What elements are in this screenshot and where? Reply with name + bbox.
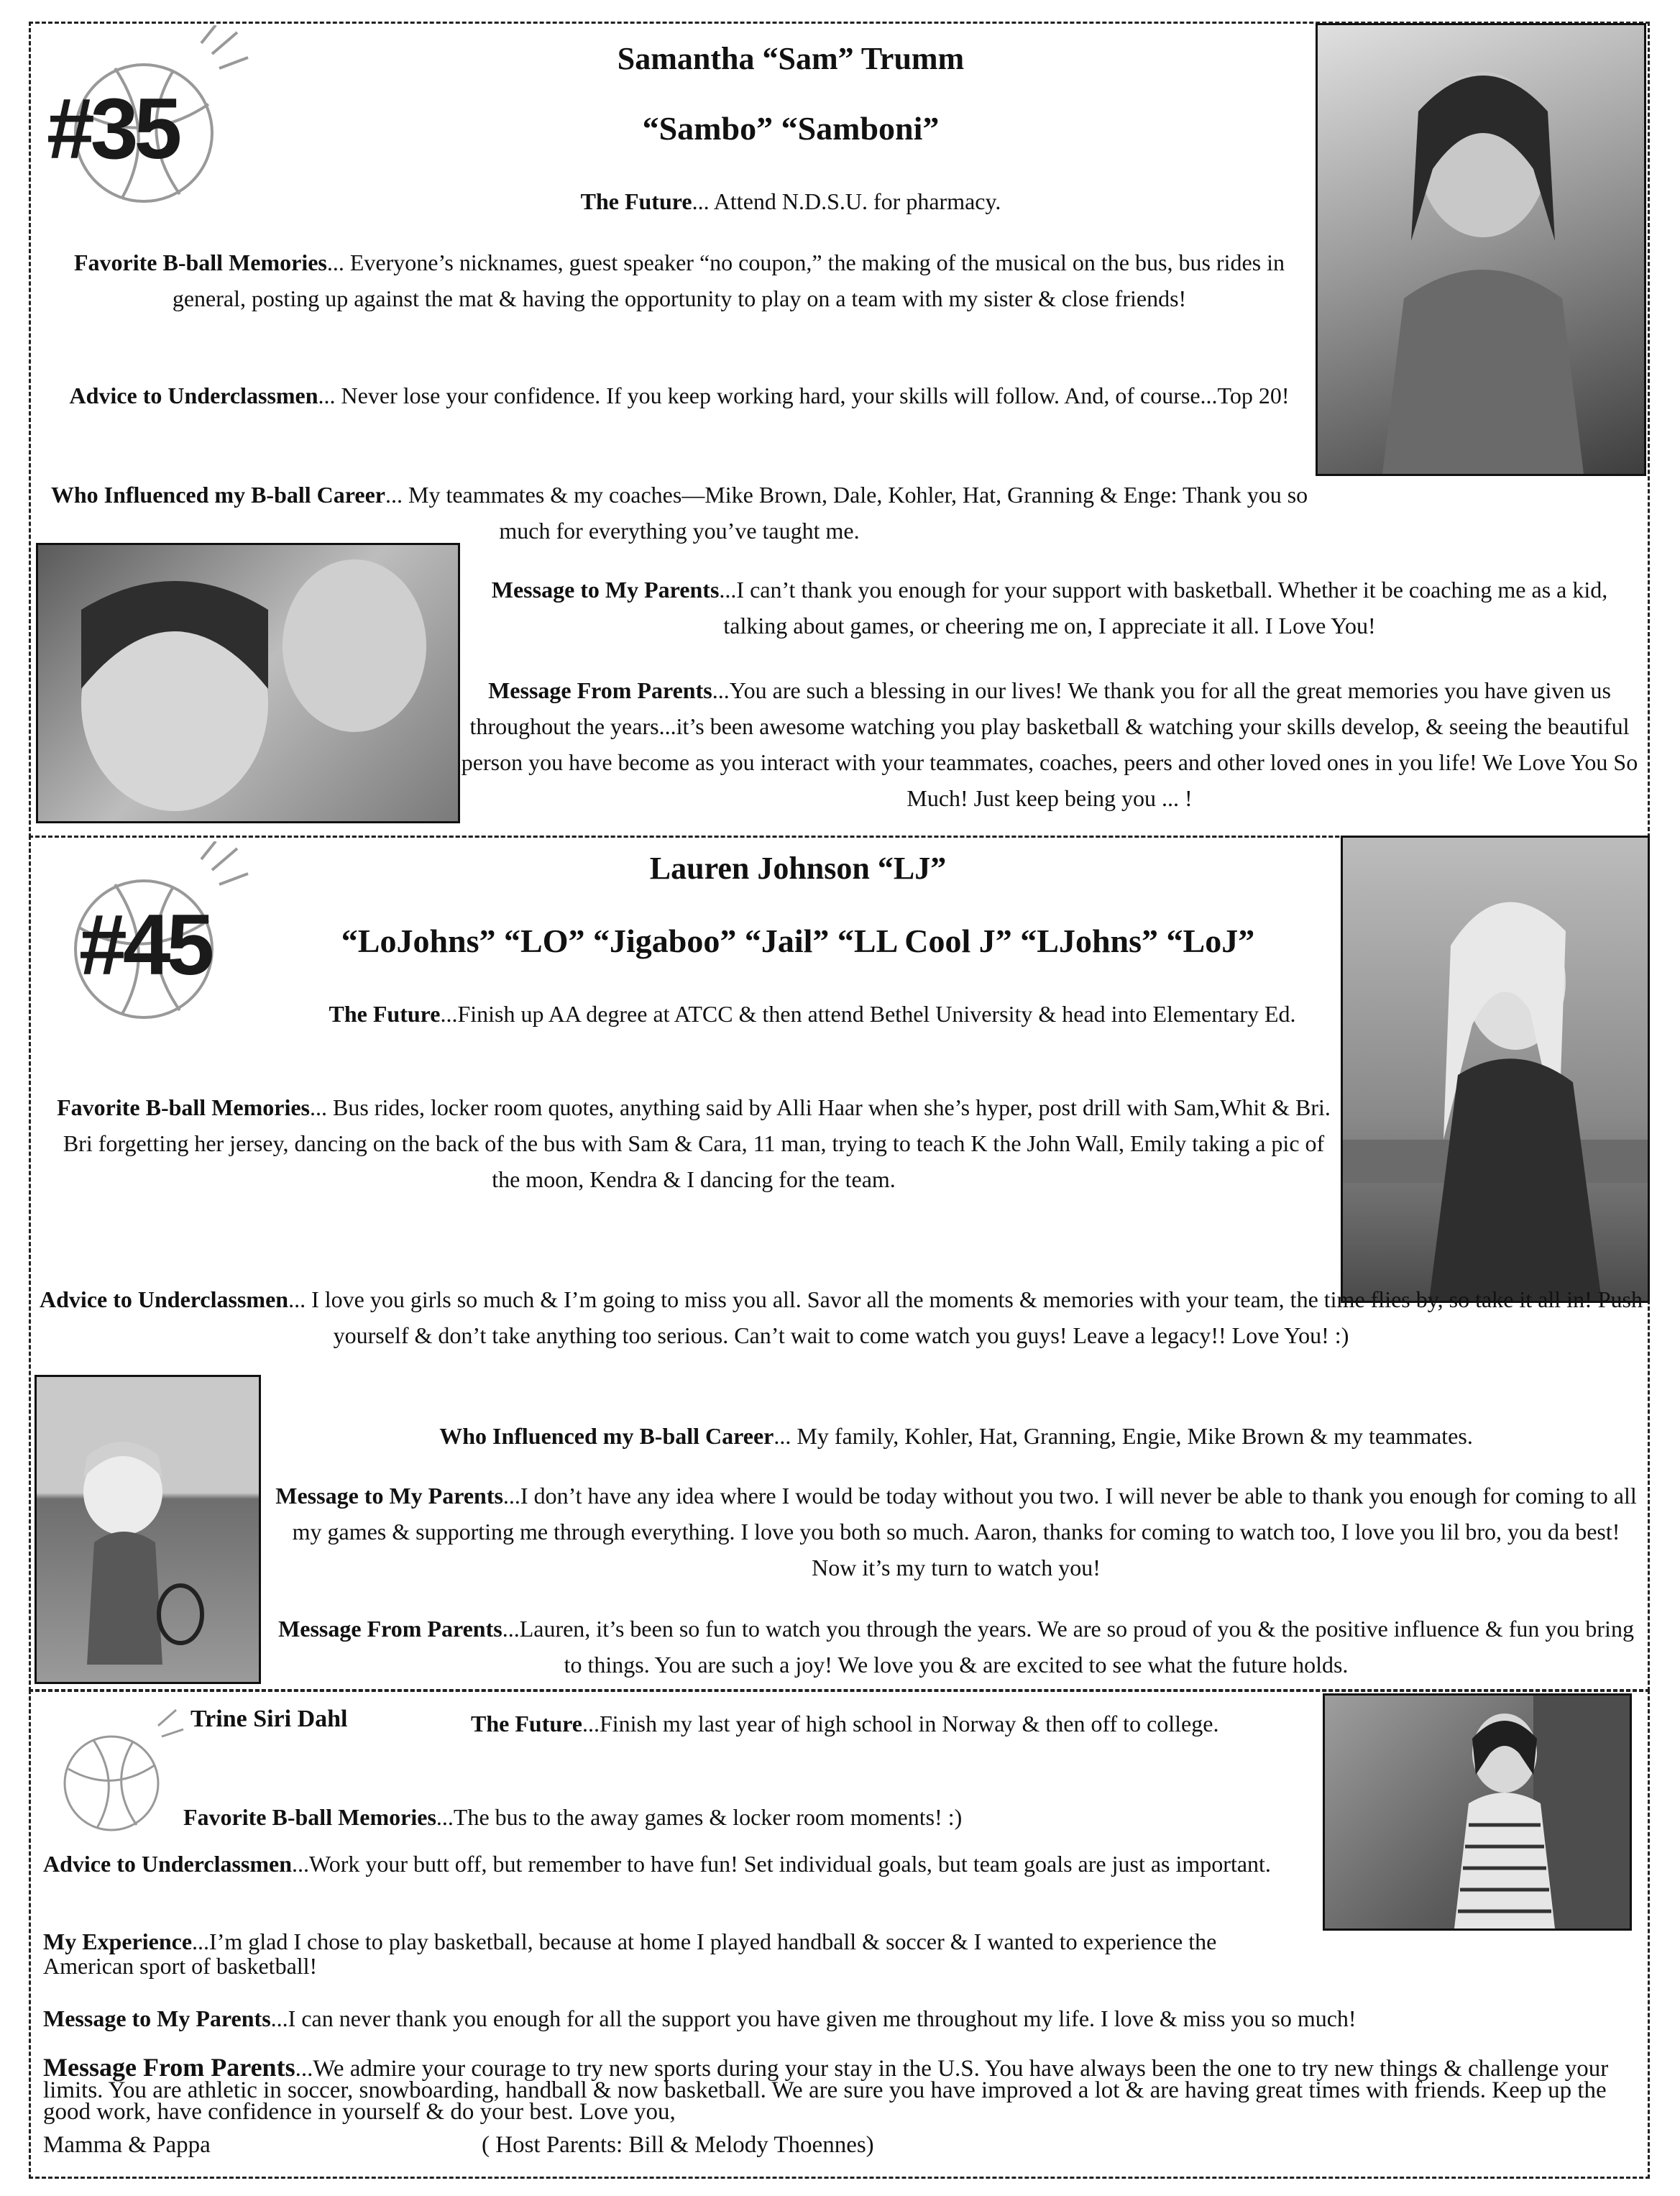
message-to-parents-paragraph <box>460 572 1639 644</box>
advice-paragraph <box>47 378 1312 413</box>
host-parents-note: ( Host Parents: Bill & Melody Thoennes) <box>482 2132 874 2158</box>
experience-label: My Experience <box>43 1929 193 1954</box>
influence-paragraph <box>273 1418 1639 1454</box>
advice-label: Advice to Underclassmen <box>69 383 318 408</box>
childhood-photo <box>36 543 460 823</box>
advice-text: ... Never lose your confidence. If you keep working hard, your skills will follow. And, of course...Top 20! <box>318 383 1290 408</box>
future-text: ...Finish up AA degree at ATCC & then attend Bethel University & head into Elementary Ed. <box>440 1001 1296 1027</box>
advice-label: Advice to Underclassmen <box>40 1286 289 1312</box>
memories-paragraph <box>47 1089 1341 1197</box>
future-text: ...Finish my last year of high school in Norway & then off to college. <box>582 1711 1219 1737</box>
message-to-parents-label: Message to My Parents <box>43 2005 271 2031</box>
message-to-parents-label: Message to My Parents <box>275 1483 503 1509</box>
future-label: The Future <box>329 1001 441 1027</box>
message-to-parents-paragraph <box>43 2000 1646 2036</box>
advice-paragraph <box>40 1281 1643 1353</box>
player-name: Samantha “Sam” Trumm <box>617 41 965 76</box>
senior-portrait-photo <box>1341 836 1650 1303</box>
message-to-parents-text: ...I can’t thank you enough for your support with basketball. Whether it be coaching me as a kid, talking about games, or cheering me on, I appreciate it all. I Love You! <box>719 577 1608 639</box>
message-from-parents-paragraph <box>273 1611 1639 1683</box>
future-label: The Future <box>580 188 692 214</box>
memories-paragraph <box>47 244 1312 316</box>
influence-text: ... My family, Kohler, Hat, Granning, Engie, Mike Brown & my teammates. <box>774 1423 1473 1449</box>
jersey-number: #45 <box>79 897 211 993</box>
basketball-logo-icon <box>43 1704 187 1841</box>
memories-paragraph <box>183 1799 1305 1835</box>
advice-text: ...Work your butt off, but remember to have fun! Set individual goals, but team goals are just as important. <box>292 1851 1271 1877</box>
advice-label: Advice to Underclassmen <box>43 1851 293 1877</box>
memories-text: ...The bus to the away games & locker room moments! :) <box>436 1804 963 1830</box>
message-from-parents-label: Message From Parents <box>43 2053 295 2082</box>
player-name: Lauren Johnson “LJ” <box>649 851 947 886</box>
future-text: ... Attend N.D.S.U. for pharmacy. <box>692 188 1001 214</box>
message-from-parents-paragraph <box>460 672 1639 816</box>
future-line <box>288 996 1337 1032</box>
senior-portrait-photo <box>1316 23 1646 476</box>
future-paragraph <box>471 1706 1319 1742</box>
message-to-parents-label: Message to My Parents <box>491 577 720 603</box>
jersey-number: #35 <box>47 81 178 177</box>
experience-text: ...I’m glad I chose to play basketball, because at home I played handball & soccer & I wanted to experience the American sport of basketball! <box>43 1929 1217 1979</box>
player-nicknames: “LoJohns” “LO” “Jigaboo” “Jail” “LL Cool J” “LJohns” “LoJ” <box>341 923 1255 959</box>
advice-text: ... I love you girls so much & I’m going to miss you all. Savor all the moments & memories with your team, the time flies by, so take it all in! Push yourself & don’t take anything too serious. Can’t wait to come watch you guys! Leave a legacy!! Love You! :) <box>288 1286 1643 1348</box>
memories-text: ... Everyone’s nicknames, guest speaker “no coupon,” the making of the musical on the bus, bus rides in general, posting up against the mat & having the opportunity to play on a team with my sister & close friends! <box>172 250 1285 311</box>
parents-signature: Mamma & Pappa <box>43 2132 211 2158</box>
message-from-parents-text: ...You are such a blessing in our lives! We thank you for all the great memories you have given us throughout the years...it’s been awesome watching you play basketball & watching your skills develop, & seeing the beautiful person you have become as you interact with your teammates, coaches, peers and other loved ones in you life! We Love You So Much! Just keep being you ... ! <box>461 677 1638 811</box>
player-nicknames: “Sambo” “Samboni” <box>642 110 940 147</box>
memories-label: Favorite B-ball Memories <box>57 1094 310 1120</box>
message-from-parents-label: Message From Parents <box>488 677 712 703</box>
influence-text: ... My teammates & my coaches—Mike Brown, Dale, Kohler, Hat, Granning & Enge: Thank you so much for everything you’ve taught me. <box>385 482 1308 544</box>
player-name: Trine Siri Dahl <box>191 1706 348 1732</box>
message-from-parents-paragraph <box>43 2053 1646 2125</box>
message-to-parents-text: ...I don’t have any idea where I would be today without you two. I will never be able to thank you enough for coming to all my games & supporting me through everything. I love you both so much. Aaron, thanks for coming to watch too, I love you lil bro, you da best! Now it’s my turn to watch you! <box>292 1483 1637 1580</box>
memories-text: ... Bus rides, locker room quotes, anything said by Alli Haar when she’s hyper, post drill with Sam,Whit & Bri. Bri forgetting her jersey, dancing on the back of the bus with Sam & Cara, 11 man, trying to teach K the John Wall, Emily taking a pic of the moon, Kendra & I dancing for the team. <box>63 1094 1331 1192</box>
message-from-parents-label: Message From Parents <box>278 1616 502 1642</box>
future-label: The Future <box>471 1711 582 1737</box>
future-line <box>403 183 1179 219</box>
message-from-parents-text: ...We admire your courage to try new sports during your stay in the U.S. You have always been the one to try new things & challenge your limits. You are athletic in soccer, snowboarding, handball & now basketball. We are sure you have improved a lot & are having great times with friends. Keep up the good work, have confidence in yourself & do your best. Love you, <box>43 2056 1609 2125</box>
influence-label: Who Influenced my B-ball Career <box>439 1423 774 1449</box>
advice-paragraph <box>43 1852 1308 1876</box>
message-from-parents-text: ...Lauren, it’s been so fun to watch you through the years. We are so proud of you & the positive influence & fun you bring to things. You are such a joy! We love you & are excited to see what the future holds. <box>502 1616 1634 1678</box>
message-to-parents-text: ...I can never thank you enough for all the support you have given me throughout my life. I love & miss you so much! <box>270 2005 1357 2031</box>
influence-label: Who Influenced my B-ball Career <box>50 482 385 508</box>
influence-paragraph <box>47 477 1312 549</box>
experience-paragraph <box>43 1929 1308 1978</box>
message-to-parents-paragraph <box>273 1478 1639 1586</box>
childhood-photo <box>35 1375 261 1684</box>
memories-label: Favorite B-ball Memories <box>73 250 327 275</box>
senior-portrait-photo <box>1323 1693 1632 1931</box>
memories-label: Favorite B-ball Memories <box>183 1804 436 1830</box>
